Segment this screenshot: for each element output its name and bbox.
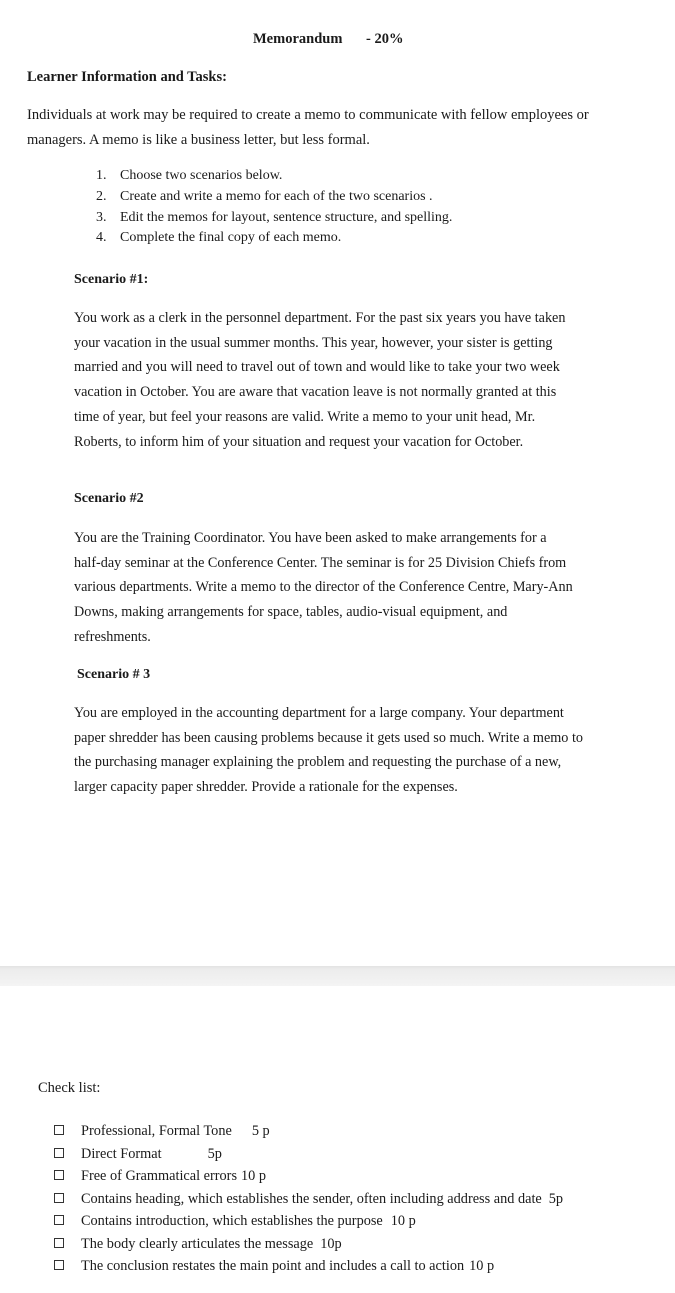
checkbox-icon[interactable] xyxy=(54,1148,64,1158)
checklist xyxy=(54,1120,563,1278)
checklist-points: 5 p xyxy=(251,1123,270,1139)
checklist-text: Free of Grammatical errors xyxy=(81,1168,238,1184)
text-line: You are the Training Coordinator. You have been asked to make arrangements for a xyxy=(74,530,547,546)
list-item xyxy=(96,228,452,249)
title-text: Memorandum xyxy=(253,31,343,47)
scenario-2-heading: Scenario #2 xyxy=(74,491,144,506)
text-line: Roberts, to inform him of your situation and request your vacation for October. xyxy=(74,433,524,450)
list-number: 3. xyxy=(96,209,107,225)
checklist-text: Direct Format xyxy=(81,1145,162,1162)
checklist-points: 10 p xyxy=(390,1213,416,1229)
checklist-item[interactable] xyxy=(54,1120,563,1143)
checkbox-icon[interactable] xyxy=(54,1193,64,1203)
text-line: time of year, but feel your reasons are valid. Write a memo to your unit head, Mr. xyxy=(74,408,536,425)
checklist-item[interactable] xyxy=(54,1255,563,1278)
list-number: 1. xyxy=(96,168,107,183)
text-line: You work as a clerk in the personnel department. For the past six years you have taken xyxy=(74,310,566,326)
scenario-2-text xyxy=(74,526,644,650)
checklist-item[interactable] xyxy=(54,1233,563,1256)
list-number: 2. xyxy=(96,188,107,204)
checklist-text: The body clearly articulates the message xyxy=(81,1235,314,1252)
intro-line: managers. A memo is like a business letter, but less formal. xyxy=(27,131,370,148)
checklist-text: Contains introduction, which establishes the purpose xyxy=(81,1213,383,1229)
list-text: Edit the memos for layout, sentence structure, and spelling. xyxy=(120,209,453,225)
checklist-item[interactable] xyxy=(54,1188,563,1211)
checklist-text: Professional, Formal Tone xyxy=(81,1123,232,1139)
list-text: Complete the final copy of each memo. xyxy=(120,230,342,246)
page-break-divider xyxy=(0,966,675,986)
text-line: the purchasing manager explaining the problem and requesting the purchase of a new, xyxy=(74,754,562,771)
text-line: Downs, making arrangements for space, tables, audio-visual equipment, and xyxy=(74,604,508,621)
checklist-points: 10 p xyxy=(469,1258,495,1274)
checklist-points: 5p xyxy=(207,1145,222,1162)
checkbox-icon[interactable] xyxy=(54,1170,64,1180)
checklist-text: The conclusion restates the main point and includes a call to action xyxy=(81,1258,465,1274)
checklist-item[interactable] xyxy=(54,1165,563,1188)
scenario-3-heading: Scenario # 3 xyxy=(77,667,151,682)
list-item xyxy=(96,166,452,187)
checklist-points: 10 p xyxy=(241,1168,267,1184)
checkbox-icon[interactable] xyxy=(54,1260,64,1270)
list-text: Create and write a memo for each of the two scenarios . xyxy=(120,188,433,204)
checkbox-icon[interactable] xyxy=(54,1125,64,1135)
text-line: You are employed in the accounting department for a large company. Your department xyxy=(74,705,564,721)
list-text: Choose two scenarios below. xyxy=(120,168,283,183)
list-item xyxy=(96,208,452,229)
checklist-item[interactable] xyxy=(54,1210,563,1233)
text-line: your vacation in the usual summer months. This year, however, your sister is getting xyxy=(74,334,553,351)
intro-paragraph xyxy=(27,103,657,152)
scenario-3-text xyxy=(74,701,664,800)
text-line: vacation in October. You are aware that vacation leave is not normally granted at this xyxy=(74,384,557,401)
checklist-heading: Check list: xyxy=(38,1080,101,1096)
section-heading: Learner Information and Tasks: xyxy=(27,69,227,85)
list-item xyxy=(96,187,452,208)
text-line: paper shredder has been causing problems because it gets used so much. Write a memo to xyxy=(74,729,583,746)
text-line: married and you will need to travel out of town and would like to take your two week xyxy=(74,359,560,376)
text-line: half-day seminar at the Conference Center. The seminar is for 25 Division Chiefs from xyxy=(74,554,567,571)
list-number: 4. xyxy=(96,230,107,246)
text-line: larger capacity paper shredder. Provide a rationale for the expenses. xyxy=(74,779,458,796)
text-line: various departments. Write a memo to the director of the Conference Centre, Mary-Ann xyxy=(74,579,573,596)
task-list xyxy=(96,166,452,249)
checklist-item[interactable] xyxy=(54,1143,563,1166)
scenario-1-text xyxy=(74,306,644,454)
text-line: refreshments. xyxy=(74,628,151,645)
checkbox-icon[interactable] xyxy=(54,1238,64,1248)
checklist-points: 10p xyxy=(320,1235,342,1252)
checkbox-icon[interactable] xyxy=(54,1215,64,1225)
title-weight: - 20% xyxy=(366,31,404,47)
scenario-1-heading: Scenario #1: xyxy=(74,272,149,287)
intro-line: Individuals at work may be required to create a memo to communicate with fellow employees or xyxy=(27,107,589,123)
checklist-points: 5p xyxy=(548,1190,564,1207)
checklist-text: Contains heading, which establishes the sender, often including address and date xyxy=(81,1190,542,1207)
